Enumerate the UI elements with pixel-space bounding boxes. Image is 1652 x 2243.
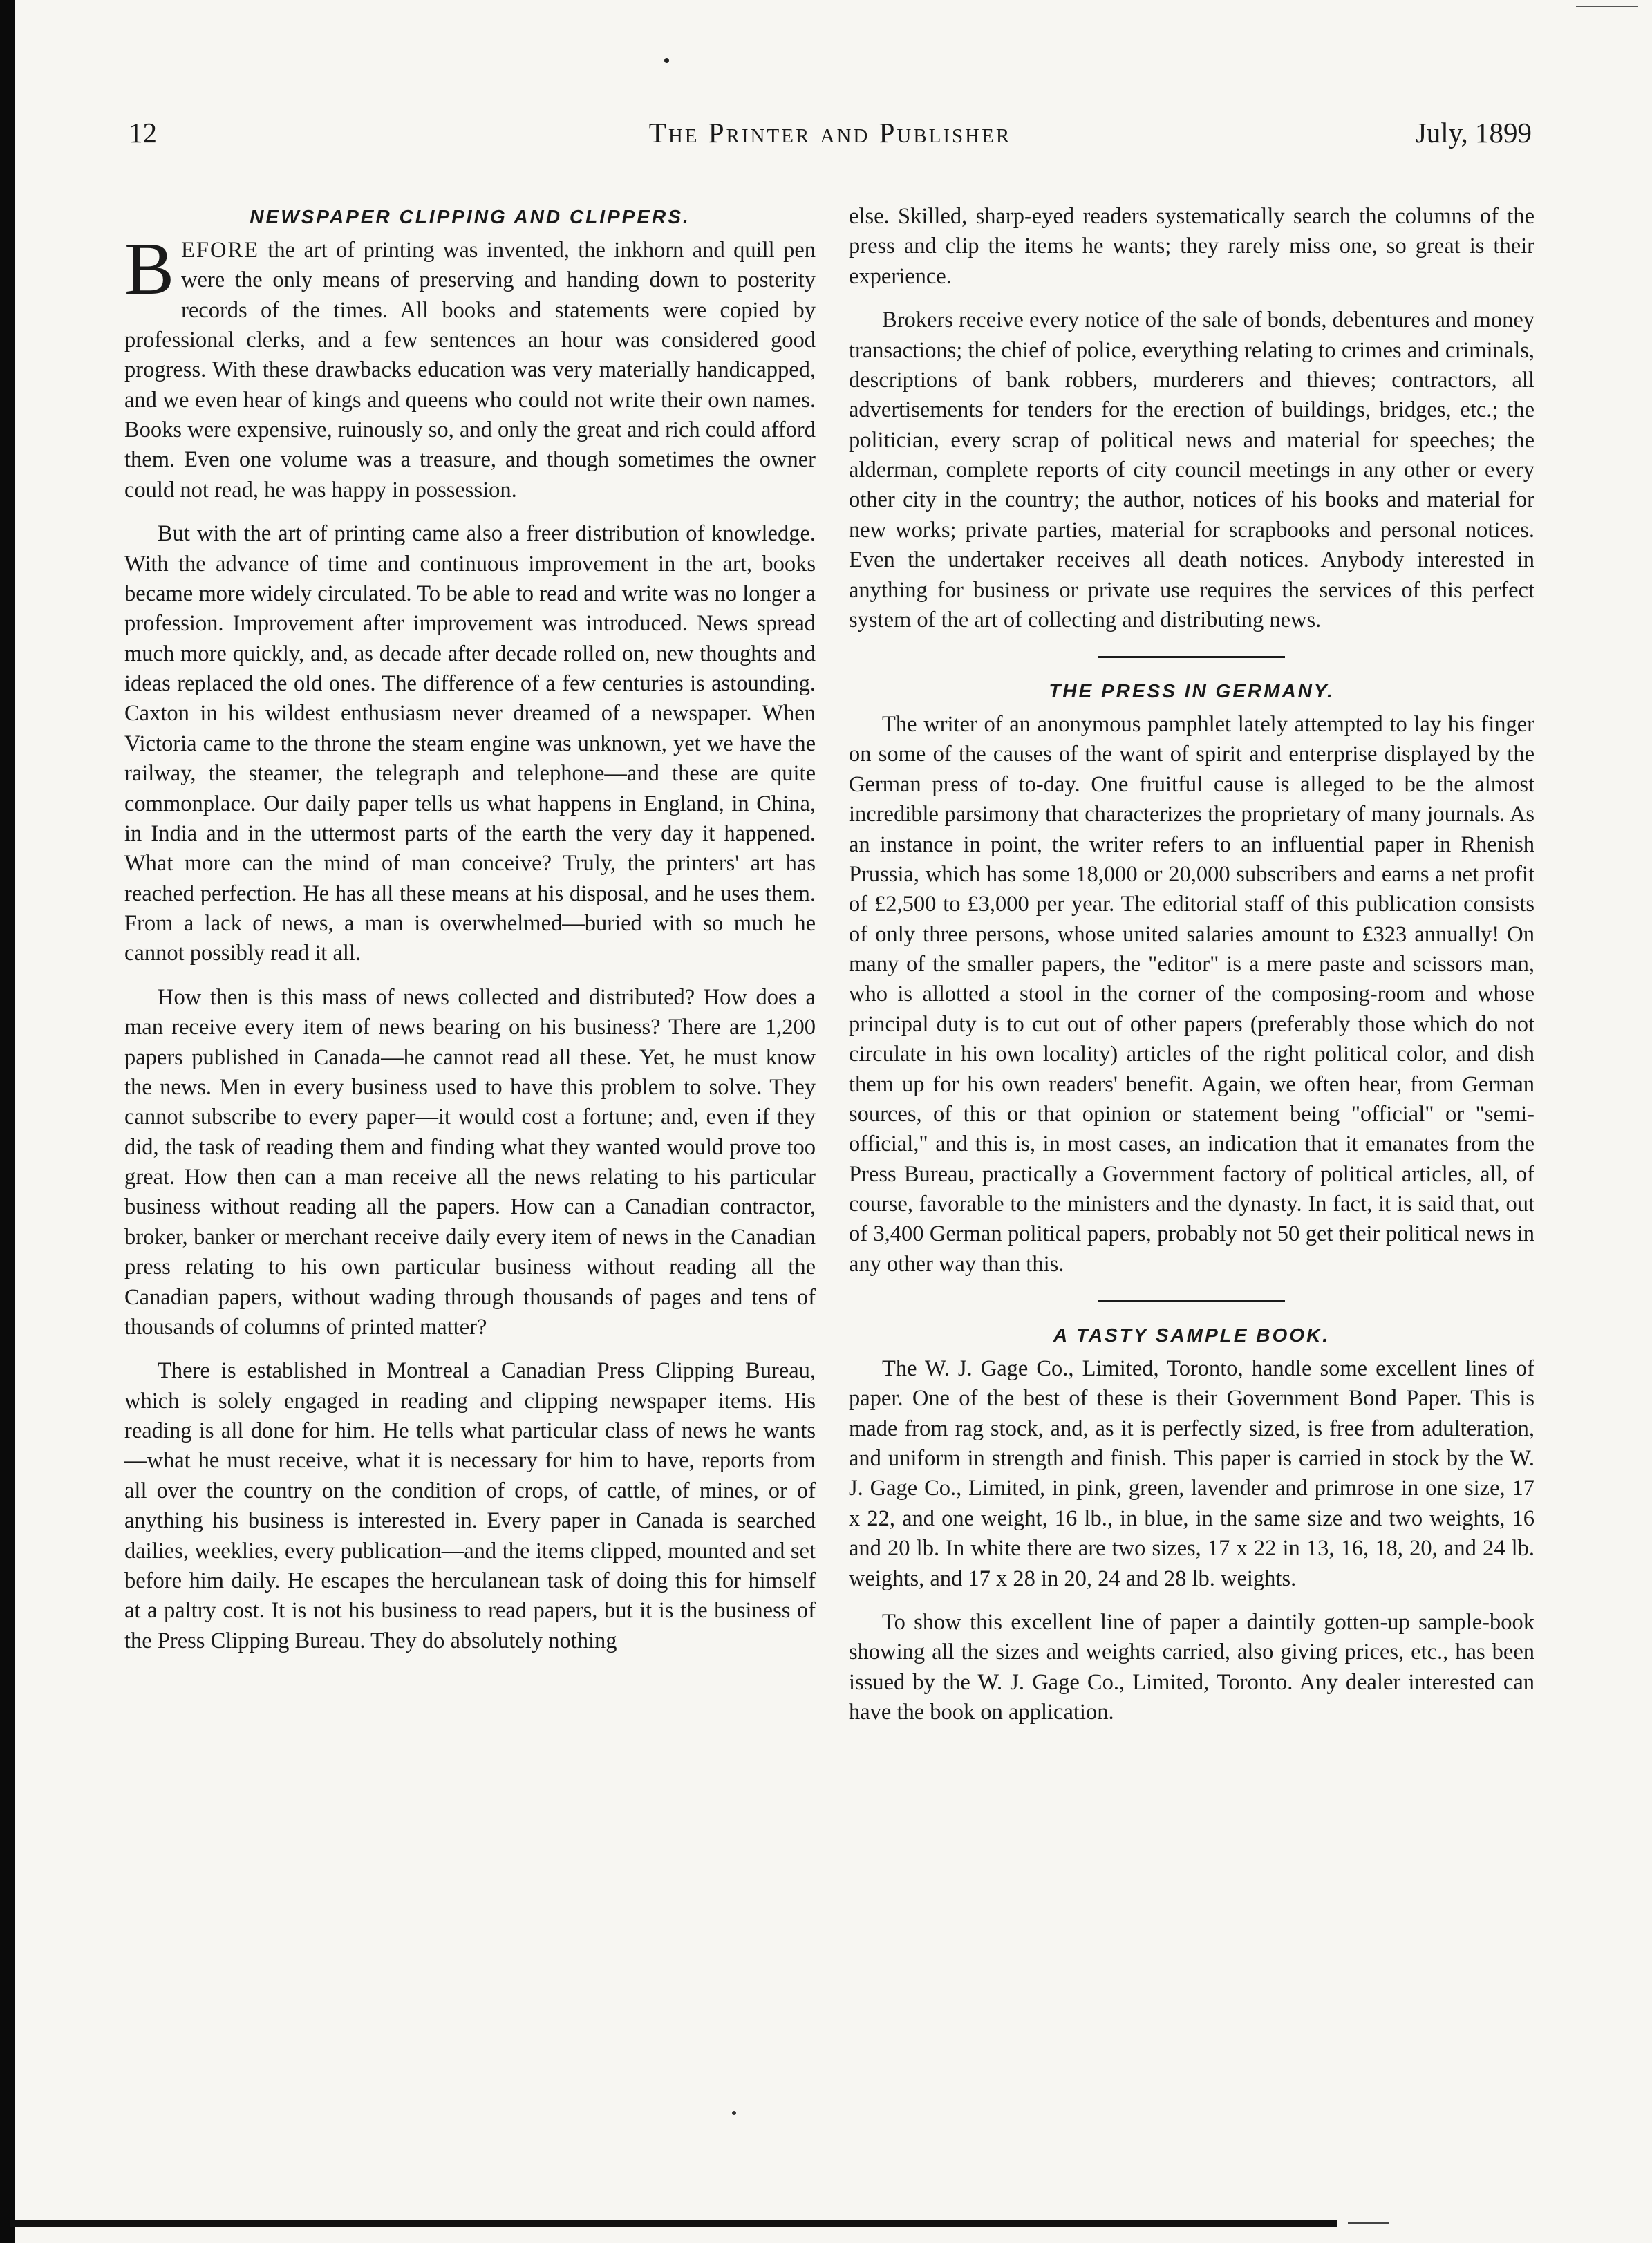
issue-date: July, 1899 xyxy=(1415,117,1532,149)
bottom-dash-mark xyxy=(1348,2222,1389,2224)
article-paragraph: But with the art of printing came also a freer distribution of knowledge. With the advance of time and continuous improvement in the art, books became more widely circulated. To be able to read and write was no longer a profession. Improvement after improvement was introduced. News spread much more quickly, and, as decade after decade rolled on, new thoughts and ideas replaced the old ones. The difference of a few centuries is astounding. Caxton in his wildest enthusiasm never dreamed of a newspaper. When Victoria came to the throne the steam engine was unknown, yet we have the railway, the steamer, the telegraph and telephone—and these are quite commonplace. Our daily paper tells us what happens in England, in China, in India and in the uttermost parts of the earth the very day it happened. What more can the mind of man conceive? Truly, the printers' art has reached perfection. He has all these means at his disposal, and he uses them. From a lack of news, a man is overwhelmed—buried with so much he cannot possibly read it all. xyxy=(124,521,816,966)
page-header xyxy=(129,116,1532,158)
page-edge-bar xyxy=(0,0,15,2243)
section-divider xyxy=(1098,656,1285,658)
corner-mark xyxy=(1576,6,1638,7)
article-paragraph: To show this excellent line of paper a daintily gotten-up sample-book showing all the sizes and weights carried, also giving prices, etc., has been issued by the W. J. Gage Co., Limited, Toronto. Any dealer interested can have the book on application. xyxy=(849,1609,1534,1725)
drop-cap: B xyxy=(124,227,175,310)
paragraph-text: the art of printing was invented, the inkhorn and quill pen were the only means of preserving and handing down to posterity records of the times. All books and statements were copied by professional clerks, and a few sentences an hour was considered good progress. With these drawbacks education was very materially handicapped, and we even hear of kings and queens who could not write their own names. Books were expensive, ruinously so, and only the great and rich could afford them. Even one volume was a treasure, and though sometimes the owner could not read, he was happy in possession. xyxy=(124,237,816,503)
page-number: 12 xyxy=(129,117,157,149)
article-paragraph xyxy=(124,227,816,505)
bottom-ink-dot xyxy=(732,2111,736,2115)
left-column xyxy=(124,202,816,1670)
lead-smallcaps: EFORE xyxy=(181,237,259,263)
bottom-rule xyxy=(10,2220,1337,2227)
section-divider xyxy=(1098,1300,1285,1302)
article-paragraph: The writer of an anonymous pamphlet lately attempted to lay his finger on some of the causes of the want of spirit and enterprise displayed by the German press of to-day. One fruitful cause is alleged to be the almost incredible parsimony that characterizes the proprietary of many journals. As an instance in point, the writer refers to an influential paper in Rhenish Prussia, which has some 18,000 or 20,000 subscribers and earns a net profit of £2,500 to £3,000 per year. The editorial staff of this publication consists of only three persons, whose united salaries amount to £323 annually! On many of the smaller papers, the "editor" is a mere paste and scissors man, who is allotted a stool in the corner of the composing-room and whose principal duty is to cut out of other papers (preferably those which do not circulate in his own locality) articles of the right political color, and dish them up for his own readers' benefit. Again, we often hear, from German sources, of this or that opinion or statement being "official" or "semi-official," and this is, in most cases, an indication that it emanates from the Press Bureau, practically a Government factory of political articles, all, of course, favorable to the ministers and the dynasty. In fact, it is said that, out of 3,400 German political papers, probably not 50 get their political news in any other way than this. xyxy=(849,712,1534,1277)
article-title-clipping: NEWSPAPER CLIPPING AND CLIPPERS. xyxy=(250,206,691,227)
article-title-germany: THE PRESS IN GERMANY. xyxy=(1049,680,1335,702)
article-paragraph: The W. J. Gage Co., Limited, Toronto, handle some excellent lines of paper. One of the best of these is their Government Bond Paper. This is made from rag stock, and, as it is perfectly sized, is free from adulteration, and uniform in strength and finish. This paper is carried in stock by the W. J. Gage Co., Limited, in pink, green, lavender and primrose in one size, 17 x 22, and one weight, 16 lb., in blue, in the same size and two weights, 16 and 20 lb. In white there are two sizes, 17 x 22 in 13, 16, 18, 20, and 24 lb. weights, and 17 x 28 in 20, 24 and 28 lb. weights. xyxy=(849,1355,1534,1591)
article-paragraph: There is established in Montreal a Canadian Press Clipping Bureau, which is solely engaged in reading and clipping newspaper items. His reading is all done for him. He tells what particular class of news he wants—what he must receive, what it is necessary for him to have, reports from all over the country on the condition of crops, of cattle, of mines, or of anything his business is interested in. Every paper in Canada is searched dailies, weeklies, every publication—and the items clipped, mounted and set before him daily. He escapes the herculanean task of doing this for himself at a paltry cost. It is not his business to read papers, but it is the business of the Press Clipping Bureau. They do absolutely nothing xyxy=(124,1358,816,1653)
article-paragraph-continued: else. Skilled, sharp-eyed readers systematically search the columns of the press and clip the items he wants; they rarely miss one, so great is their experience. xyxy=(849,204,1534,289)
publication-title: The Printer and Publisher xyxy=(648,117,1012,149)
article-paragraph: Brokers receive every notice of the sale of bonds, debentures and money transactions; the chief of police, everything relating to crimes and criminals, descriptions of bank robbers, murderers and thieves; contractors, all advertisements for tenders for the erection of buildings, bridges, etc.; the politician, every scrap of political news and material for speeches; the alderman, complete reports of city council meetings in any other or every other city in the country; the author, notices of his books and material for new works; private parties, material for scrapbooks and personal notices. Even the undertaker receives all death notices. Anybody interested in anything for business or private use requires the services of this perfect system of the art of collecting and distributing news. xyxy=(849,308,1534,632)
top-ink-dot xyxy=(664,58,669,63)
article-title-sample-book: A TASTY SAMPLE BOOK. xyxy=(1053,1324,1331,1346)
right-column xyxy=(849,202,1534,1741)
article-paragraph: How then is this mass of news collected and distributed? How does a man receive every item of news bearing on his business? There are 1,200 papers published in Canada—he cannot read all these. Yet, he must know the news. Men in every business used to have this problem to solve. They cannot subscribe to every paper—it would cost a fortune; and, even if they did, the task of reading them and finding what they wanted would prove too great. How then can a man receive all the news relating to his particular business without reading all the papers. How can a Canadian contractor, broker, banker or merchant receive daily every item of news in the Canadian press relating to his own particular business without reading all the Canadian papers, without wading through thousands of pages and tens of thousands of columns of printed matter? xyxy=(124,984,816,1340)
